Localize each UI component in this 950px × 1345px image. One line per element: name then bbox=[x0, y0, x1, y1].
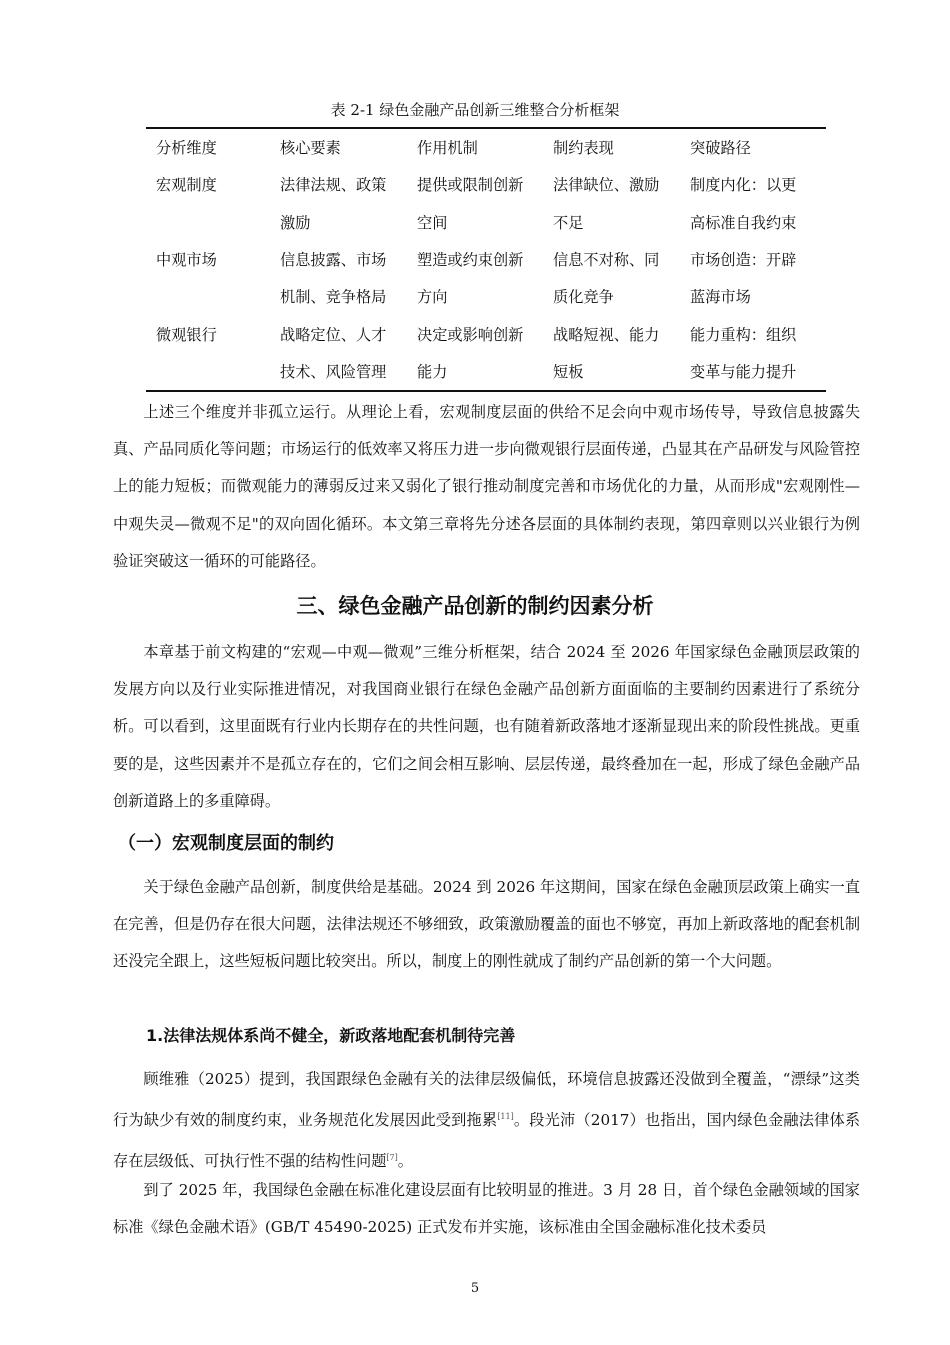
page-number: 5 bbox=[470, 1281, 480, 1296]
table-cell: 微观银行 bbox=[156, 325, 217, 344]
chapter-heading: 三、绿色金融产品创新的制约因素分析 bbox=[296, 594, 654, 618]
table-cell: 方向 bbox=[417, 288, 448, 307]
paragraph-law-text-c: 。 bbox=[397, 1152, 413, 1171]
table-cell: 高标准自我约束 bbox=[690, 213, 797, 232]
table-cell: 质化竞争 bbox=[553, 288, 614, 307]
table-header-row bbox=[146, 129, 826, 166]
table-row bbox=[146, 315, 826, 352]
subsection-heading: 1.法律法规体系尚不健全，新政落地配套机制待完善 bbox=[146, 1026, 516, 1045]
table-caption: 表 2-1 绿色金融产品创新三维整合分析框架 bbox=[330, 101, 620, 119]
table-cell: 能力 bbox=[417, 362, 448, 381]
table-cell: 中观市场 bbox=[156, 251, 217, 270]
table-cell: 宏观制度 bbox=[156, 176, 217, 195]
table-row bbox=[146, 278, 826, 315]
table-row bbox=[146, 204, 826, 241]
table-header-cell: 核心要素 bbox=[280, 139, 341, 158]
table-cell: 激励 bbox=[280, 213, 311, 232]
table-header-cell: 突破路径 bbox=[690, 139, 751, 158]
paragraph-law-text-b: 。段光沛（2017）也指出，国内绿色金融法律体系存在层级低、可执行性不强的结构性问题 bbox=[113, 1111, 861, 1171]
table-row bbox=[146, 241, 826, 278]
table-cell: 提供或限制创新 bbox=[417, 176, 524, 195]
table-cell: 空间 bbox=[417, 213, 448, 232]
paragraph-2025: 到了 2025 年，我国绿色金融在标准化建设层面有比较明显的推进。3 月 28 日，首个绿色金融领域的国家标准《绿色金融术语》(GB/T 45490-2025) 正式发布并实施，该标准由全国金融标准化技术委员 bbox=[113, 1181, 860, 1237]
paragraph-intro: 上述三个维度并非孤立运行。从理论上看，宏观制度层面的供给不足会向中观市场传导，导致信息披露失真、产品同质化等问题；市场运行的低效率又将压力进一步向微观银行层面传递，凸显其在产品研发与风险管控上的能力短板；而微观能力的薄弱反过来又弱化了银行推动制度完善和市场优化的力量，从而形成"宏观刚性—中观失灵—微观不足"的双向固化循环。本文第三章将先分述各层面的具体制约表现，第四章则以兴业银行为例验证突破这一循环的可能路径。 bbox=[113, 403, 860, 570]
table-cell: 机制、竞争格局 bbox=[280, 288, 387, 307]
table-row bbox=[146, 353, 826, 390]
table-cell: 战略短视、能力 bbox=[553, 325, 660, 344]
table-cell: 技术、风险管理 bbox=[280, 362, 387, 381]
paragraph-macro: 关于绿色金融产品创新，制度供给是基础。2024 到 2026 年这期间，国家在绿色金融顶层政策上确实一直在完善，但是仍存在很大问题，法律法规还不够细致，政策激励覆盖的面也不够宽，再加上新政落地的配套机制还没完全跟上，这些短板问题比较突出。所以，制度上的刚性就成了制约产品创新的第一个大问题。 bbox=[113, 878, 860, 971]
citation-ref: [7] bbox=[386, 1153, 398, 1163]
table-cell: 法律缺位、激励 bbox=[553, 176, 660, 195]
table-cell: 制度内化：以更 bbox=[690, 176, 797, 195]
table-cell: 塑造或约束创新 bbox=[417, 251, 524, 270]
table-cell: 信息披露、市场 bbox=[280, 251, 387, 270]
table-cell: 市场创造：开辟 bbox=[690, 251, 797, 270]
table-cell: 蓝海市场 bbox=[690, 288, 751, 307]
table-cell: 战略定位、人才 bbox=[280, 325, 387, 344]
analysis-framework-table bbox=[146, 127, 826, 392]
table-bottom-rule bbox=[146, 390, 826, 392]
section-heading: （一）宏观制度层面的制约 bbox=[118, 833, 334, 854]
citation-ref: [11] bbox=[497, 1112, 514, 1122]
table-header-cell: 分析维度 bbox=[156, 139, 217, 158]
table-header-cell: 作用机制 bbox=[417, 139, 478, 158]
paragraph-law-text-a: 顾维雅（2025）提到，我国跟绿色金融有关的法律层级偏低，环境信息披露还没做到全覆盖，“漂绿”这类行为缺少有效的制度约束，业务规范化发展因此受到拖累 bbox=[113, 1070, 860, 1130]
table-cell: 变革与能力提升 bbox=[690, 362, 797, 381]
paragraph-chapter-overview: 本章基于前文构建的“宏观—中观—微观”三维分析框架，结合 2024 至 2026 年国家绿色金融顶层政策的发展方向以及行业实际推进情况，对我国商业银行在绿色金融产品创新方面面临的主要制约因素进行了系统分析。可以看到，这里面既有行业内长期存在的共性问题，也有随着新政落地才逐渐显现出来的阶段性挑战。更重要的是，这些因素并不是孤立存在的，它们之间会相互影响、层层传递，最终叠加在一起，形成了绿色金融产品创新道路上的多重障碍。 bbox=[113, 643, 860, 810]
table-cell: 法律法规、政策 bbox=[280, 176, 387, 195]
table-cell: 信息不对称、同 bbox=[553, 251, 660, 270]
table-row bbox=[146, 166, 826, 203]
table-header-cell: 制约表现 bbox=[553, 139, 614, 158]
table-cell: 能力重构：组织 bbox=[690, 325, 797, 344]
table-cell: 短板 bbox=[553, 362, 584, 381]
table-cell: 不足 bbox=[553, 213, 584, 232]
table-cell: 决定或影响创新 bbox=[417, 325, 524, 344]
paragraph-law bbox=[113, 1061, 860, 1181]
